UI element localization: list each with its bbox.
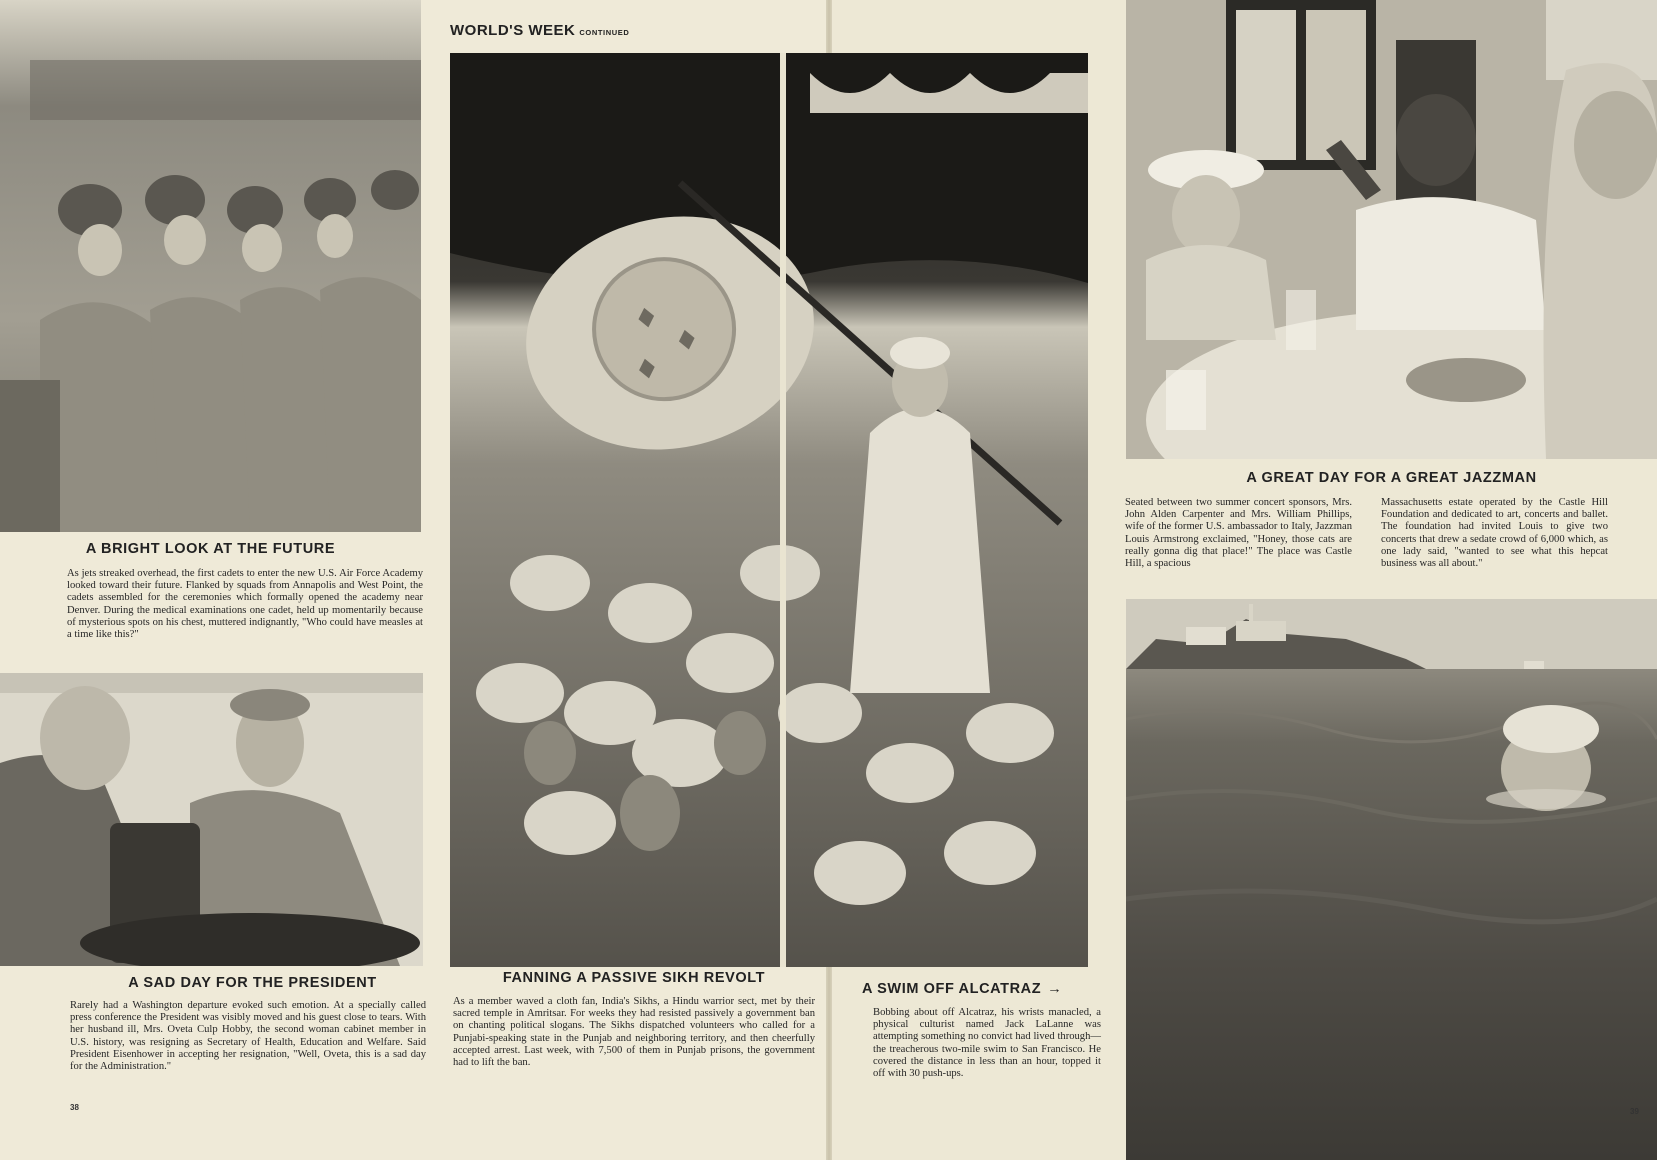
cadets-photo: [0, 0, 421, 532]
president-body: Rarely had a Washington departure evoked such emotion. At a specially called press conference the President was visibly moved and his guest close to tears. With her husband ill, Mrs. Oveta Culp Hobby, the second woman cabinet member in U.S. history, was resigning as Secretary of Health, Education and Welfare. Said President Eisenhower in accepting her resignation, "Well, Oveta, this is a sad day for the Administration.": [70, 1000, 426, 1073]
running-head: [450, 22, 629, 39]
alcatraz-headline-text: A SWIM OFF ALCATRAZ: [862, 981, 1042, 997]
alcatraz-body: Bobbing about off Alcatraz, his wrists manacled, a physical culturist named Jack LaLanne was attempting something no convict had lived through—the treacherous two-mile swim to San Francisco. He covered the distance in less than an hour, topped it off with 30 push-ups.: [873, 1007, 1101, 1080]
sikh-headline: FANNING A PASSIVE SIKH REVOLT: [502, 970, 766, 986]
president-photo: [0, 673, 423, 966]
running-head-title: WORLD'S WEEK: [450, 22, 576, 39]
president-headline: A SAD DAY FOR THE PRESIDENT: [128, 975, 377, 991]
jazzman-body-col2: Massachusetts estate operated by the Castle Hill Foundation and dedicated to art, concerts and ballet. The foundation had invited Louis to give two concerts that drew a sedate crowd of 6,000 which, as one lady said, "wanted to see what this hepcat business was all about.": [1381, 497, 1608, 570]
running-head-sub: CONTINUED: [579, 28, 630, 37]
sikh-photo: [450, 53, 1088, 967]
future-headline: A BRIGHT LOOK AT THE FUTURE: [85, 541, 336, 557]
future-body: As jets streaked overhead, the first cadets to enter the new U.S. Air Force Academy looked toward their future. Flanked by squads from Annapolis and West Point, the cadets assembled for the ceremonies which formally opened the academy near Denver. During the medical examinations one cadet, held up momentarily because of mysterious spots on his chest, muttered indignantly, "Who could have measles at a time like this?": [67, 568, 423, 641]
right-arrow-icon: →: [1047, 981, 1063, 997]
sikh-body: As a member waved a cloth fan, India's Sikhs, a Hindu warrior sect, met by their sacred temple in Amritsar. For weeks they had resisted passively a government ban on chanting political slogans. The Sikhs dispatched volunteers who called for a Punjabi-speaking state in the Punjab and neighboring territory, and then cheerfully accepted arrest. Last week, with 7,500 of them in Punjab prisons, the government had to lift the ban.: [453, 996, 815, 1069]
jazzman-body-col1: Seated between two summer concert sponsors, Mrs. John Alden Carpenter and Mrs. William Phillips, wife of the former U.S. ambassador to Italy, Jazzman Louis Armstrong exclaimed, "Honey, those cats are really gonna dig that place!" The place was Castle Hill, a spacious: [1125, 497, 1352, 570]
page-number-left: 38: [70, 1103, 79, 1112]
alcatraz-photo: [1126, 599, 1657, 1160]
page-number-right: 39: [1630, 1107, 1639, 1116]
jazzman-headline: A GREAT DAY FOR A GREAT JAZZMAN: [1246, 470, 1537, 486]
armstrong-photo: [1126, 0, 1657, 459]
alcatraz-headline: [862, 981, 1102, 997]
